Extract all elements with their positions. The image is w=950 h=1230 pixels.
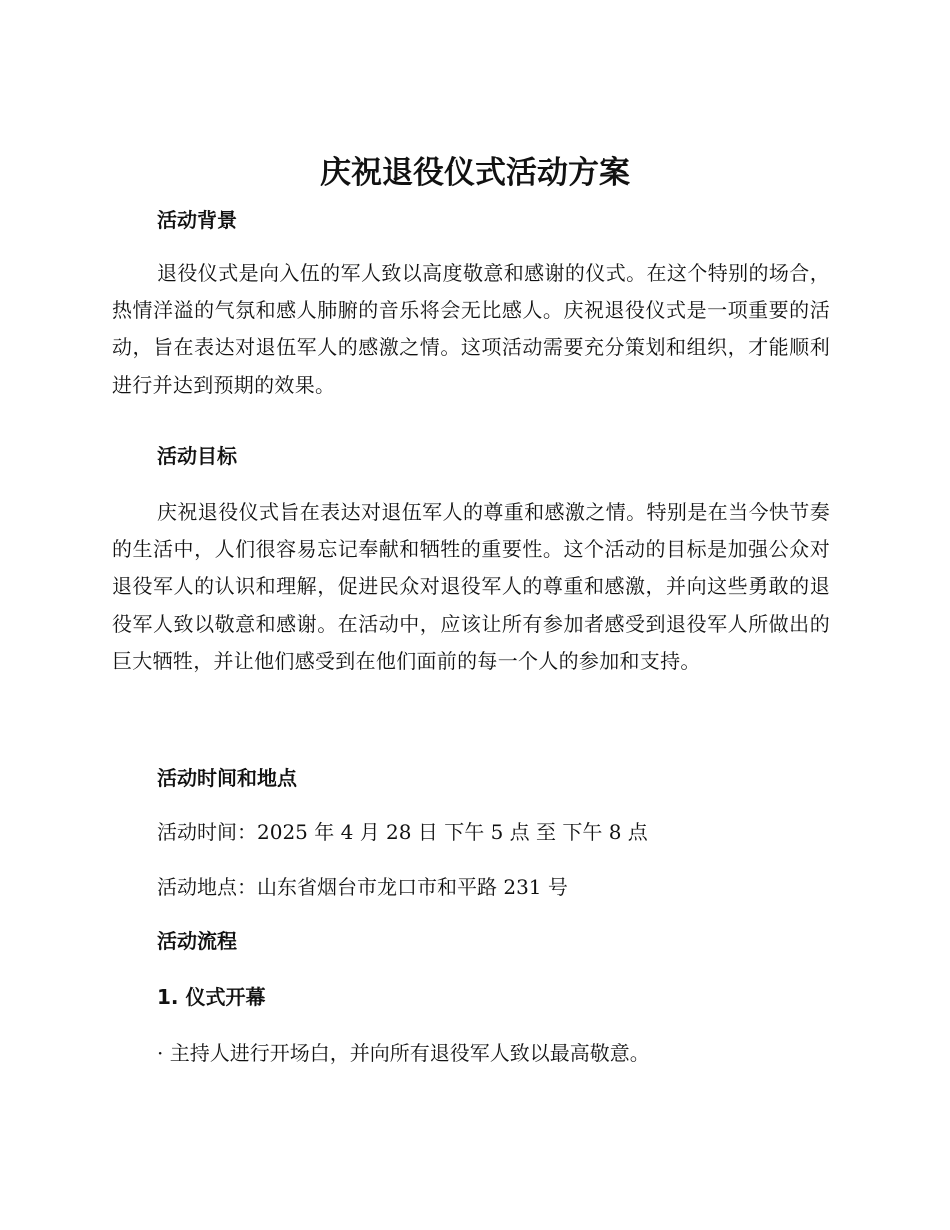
section-heading-time-place: 活动时间和地点 [157, 766, 297, 790]
goal-paragraph: 庆祝退役仪式旨在表达对退伍军人的尊重和感激之情。特别是在当今快节奏的生活中，人们很容易忘记奉献和牺牲的重要性。这个活动的目标是加强公众对退役军人的认识和理解，促进民众对退役军人的尊重和感激，并向这些勇敢的退役军人致以敬意和感谢。在活动中，应该让所有参加者感受到退役军人所做出的巨大牺牲，并让他们感受到在他们面前的每一个人的参加和支持。 [112, 500, 830, 673]
page-title: 庆祝退役仪式活动方案 [320, 155, 630, 191]
background-paragraph: 退役仪式是向入伍的军人致以高度敬意和感谢的仪式。在这个特别的场合，热情洋溢的气氛和感人肺腑的音乐将会无比感人。庆祝退役仪式是一项重要的活动，旨在表达对退伍军人的感激之情。这项活动需要充分策划和组织，才能顺利进行并达到预期的效果。 [112, 261, 830, 397]
event-place: 活动地点：山东省烟台市龙口市和平路 231 号 [157, 875, 568, 899]
event-time: 活动时间：2025 年 4 月 28 日 下午 5 点 至 下午 8 点 [157, 820, 648, 844]
section-heading-flow: 活动流程 [157, 929, 237, 953]
flow-step-1-bullet: · 主持人进行开场白，并向所有退役军人致以最高敬意。 [157, 1041, 650, 1065]
flow-step-1-heading: 1. 仪式开幕 [157, 985, 266, 1009]
section-heading-goal: 活动目标 [157, 444, 237, 468]
section-heading-background: 活动背景 [157, 208, 237, 232]
